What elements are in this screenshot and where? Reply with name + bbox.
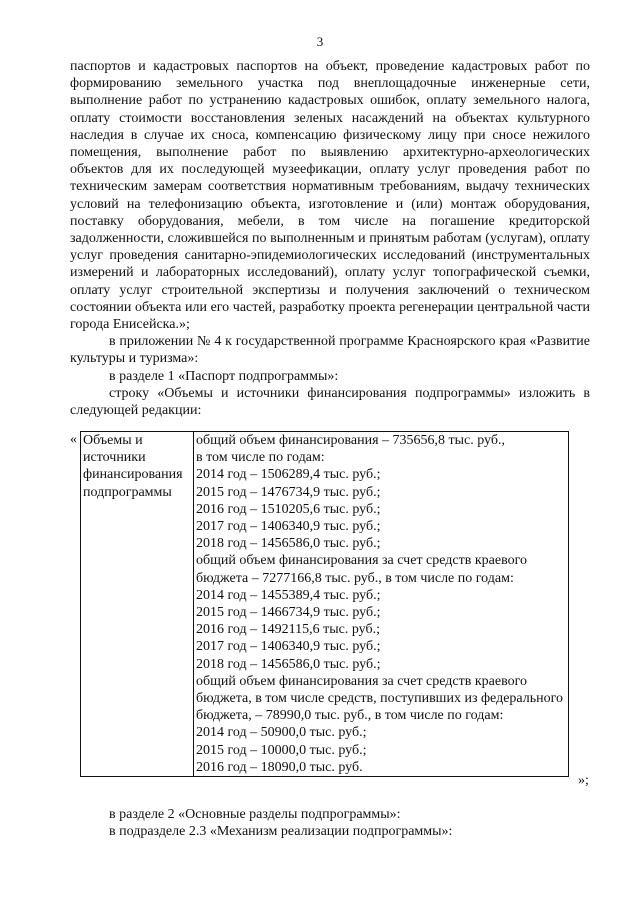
- table-line: 2018 год – 1456586,0 тыс. руб.;: [196, 536, 381, 552]
- table-line: 2016 год – 1510205,6 тыс. руб.;: [196, 501, 381, 517]
- table-line: 2014 год – 50900,0 тыс. руб.;: [196, 725, 367, 741]
- table-line: 2017 год – 1406340,9 тыс. руб.;: [196, 519, 381, 535]
- table-line: общий объем финансирования за счет средств краевого бюджета, в том числе средств, поступивших из федерального бюджета, – 78990,0 тыс. руб., в том числе по годам:: [196, 673, 564, 724]
- financing-table-block: [70, 431, 592, 803]
- table-row: [81, 432, 569, 777]
- table-line: 2014 год – 1455389,4 тыс. руб.;: [196, 587, 381, 603]
- closing-lines: [70, 806, 590, 840]
- quote-close: »;: [578, 773, 589, 788]
- quote-open: «: [70, 432, 77, 447]
- section1-line: в разделе 1 «Паспорт подпрограммы»:: [109, 368, 339, 384]
- table-value-cell: [194, 432, 569, 777]
- section2-line: в разделе 2 «Основные разделы подпрограммы»:: [109, 807, 401, 822]
- document-body: [70, 58, 590, 419]
- table-line: 2017 год – 1406340,9 тыс. руб.;: [196, 639, 381, 655]
- row-instruction: строку «Объемы и источники финансирования подпрограммы» изложить в следующей редакции:: [70, 385, 590, 419]
- table-line: 2016 год – 18090,0 тыс. руб.: [196, 759, 363, 775]
- table-line: 2015 год – 1466734,9 тыс. руб.;: [196, 605, 381, 621]
- page-number: 3: [316, 34, 324, 49]
- table-line: 2015 год – 1476734,9 тыс. руб.;: [196, 484, 381, 500]
- table-line: 2018 год – 1456586,0 тыс. руб.;: [196, 656, 381, 672]
- subsection-line: в подразделе 2.3 «Механизм реализации подпрограммы»:: [109, 824, 453, 840]
- financing-table: [80, 431, 569, 777]
- table-line: 2015 год – 10000,0 тыс. руб.;: [196, 742, 367, 758]
- table-line: 2016 год – 1492115,6 тыс. руб.;: [196, 622, 380, 638]
- appendix-paragraph: в приложении № 4 к государственной программе Красноярского края «Развитие культуры и туризма»:: [70, 334, 590, 367]
- table-line: в том числе по годам:: [196, 450, 325, 466]
- table-line: 2014 год – 1506289,4 тыс. руб.;: [196, 467, 381, 483]
- table-line: общий объем финансирования – 735656,8 тыс. руб.,: [196, 433, 505, 448]
- table-label-cell: Объемы и источники финансирования подпрограммы: [81, 432, 194, 777]
- table-line: общий объем финансирования за счет средств краевого бюджета – 7277166,8 тыс. руб., в том числе по годам:: [196, 553, 528, 586]
- intro-paragraph: паспортов и кадастровых паспортов на объект, проведение кадастровых работ по формированию земельного участка под внеплощадочные инженерные сети, выполнение работ по устранению кадастровых ошибок, оплату земельного налога, оплату стоимости восстановления зеленых насаждений на объектах культурного наследия в случае их сноса, компенсацию физическому лицу при сносе нежилого помещения, выполнение работ по выявлению архитектурно-археологических объектов для их последующей музеефикации, оплату услуг проведения работ по техническим замерам соответствия нормативным требованиям, выдачу технических условий на телефонизацию объекта, изготовление и (или) монтаж оборудования, поставку оборудования, мебели, в том числе на погашение кредиторской задолженности, сложившейся по выполненным и принятым работам (услугам), оплату услуг проведения санитарно-эпидемиологических исследований (инструментальных измерений и лабораторных исследований), оплату услуг топографической съемки, оплату услуг строительной экспертизы и получения заключений о техническом состоянии объекта или его частей, разработку проекта регенерации центральной части города Енисейска.»;: [70, 59, 590, 333]
